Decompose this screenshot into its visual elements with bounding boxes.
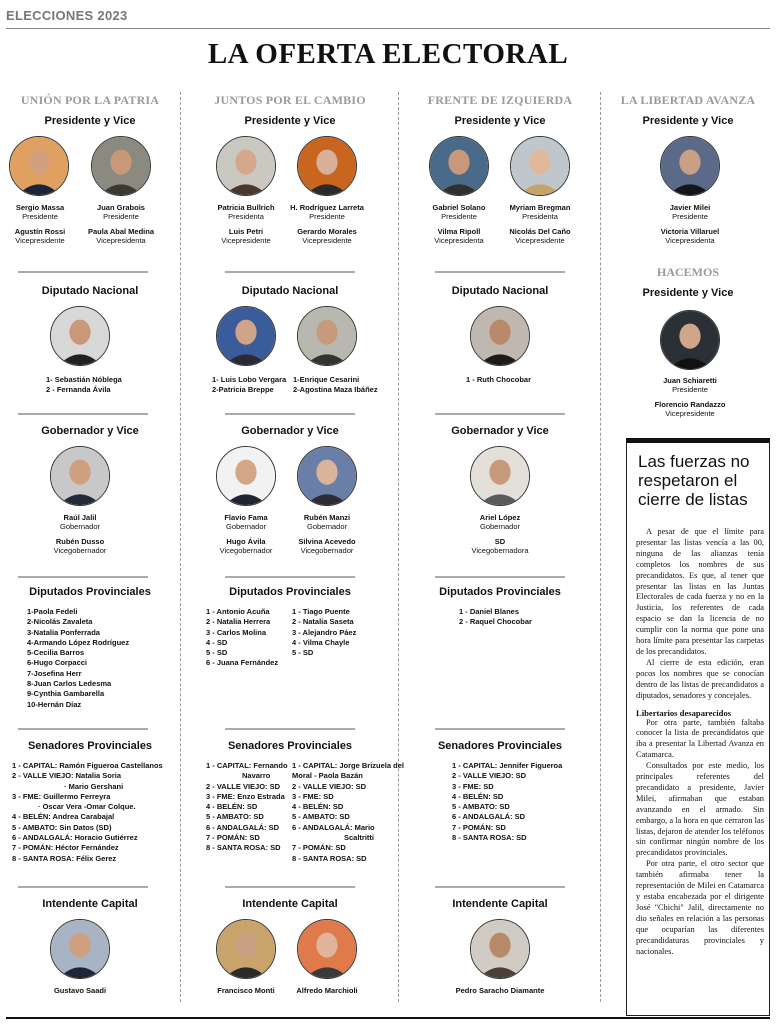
sidebar-paragraph: Consultados por este medio, los principales referentes del precandidato a presidente, Javier Milei, afirmaban que estaban avanzando en el armado. Sin embargo, a la hora en que cerraron las listas, dejaron de atender los teléfonos sin confirmar ningún nombre de los precandidatos provinciales. [636,761,764,858]
candidate-caption: Francisco Monti [217,986,275,995]
sidebar-paragraph: Por otra parte, también faltaba conocer la lista de precandidatos que iba a presentar la Libertad Avanza en Catamarca. [636,717,764,760]
section-kicker: ELECCIONES 2023 [6,8,128,23]
candidate-photo [91,136,151,196]
section-title-diputados-provinciales: Diputados Provinciales [29,586,151,598]
section-divider [435,886,565,888]
section-title-senadores: Senadores Provinciales [227,740,353,752]
page-title: LA OFERTA ELECTORAL [207,38,569,70]
candidate-photo [297,919,357,979]
candidate-caption: Agustín Rossi Vicepresidente [14,227,66,245]
section-title-presidente: Presidente y Vice [642,287,734,299]
section-title-diputados-provinciales: Diputados Provinciales [439,586,561,598]
candidate-caption: Sergio Massa Presidente [15,203,65,221]
candidate-caption: Pedro Saracho Diamante [455,986,545,995]
section-title-intendente: Intendente Capital [452,898,548,910]
section-divider [435,413,565,415]
candidate-caption: Raúl Jalil Gobernador [59,513,101,531]
candidate-photo [297,136,357,196]
candidate-list: 1 - Antonio Acuña 2 - Natalia Herrera 3 - Carlos Molina 4 - SD 5 - SD 6 - Juana Fernández [206,607,279,668]
candidate-list: 1 - CAPITAL: Ramón Figueroa Castellanos 2 - VALLE VIEJO: Natalia Soria · Mario Gershani 3 - FME: Guillermo Ferreyra · Oscar Vera -Omar Colque. 4 - BELÉN: Andrea Carabajal 5 - AMBATO: Sin Datos (SD) 6 - ANDALGALÁ: Horacio Gutiérrez 7 - POMÁN: Héctor Fernández 8 - SANTA ROSA: Félix Gerez [12,761,163,863]
section-divider [225,413,355,415]
candidate-caption: Gabriel Solano Presidente [432,203,486,221]
party-header-upp: UNIÓN POR LA PATRIA [20,93,160,107]
section-title-presidente: Presidente y Vice [642,115,734,127]
section-divider [225,886,355,888]
section-divider [435,576,565,578]
section-title-gobernador: Gobernador y Vice [451,425,549,437]
section-title-gobernador: Gobernador y Vice [41,425,139,437]
candidate-photo [470,306,530,366]
candidate-caption: Juan Schiaretti Presidente [663,376,717,394]
candidate-caption: Victoria Villaruel Vicepresidenta [660,227,720,245]
candidate-caption: Ariel López Gobernador [479,513,521,531]
candidate-photo [50,919,110,979]
candidate-photo [297,306,357,366]
candidate-caption: Vilma Ripoll Vicepresidenta [434,227,484,245]
candidate-photo [470,446,530,506]
candidate-caption: Alfredo Marchioli [296,986,358,995]
sidebar-subhead: Libertarios desaparecidos [636,707,732,718]
party-header-lla: LA LIBERTAD AVANZA [620,93,756,107]
candidate-photo [50,446,110,506]
candidate-list: 1-Enrique Cesarini 2-Agostina Maza Ibáñez [293,375,378,395]
section-title-presidente: Presidente y Vice [44,115,136,127]
candidate-caption: Hugo Ávila Vicegobernador [219,537,273,555]
section-title-presidente: Presidente y Vice [244,115,336,127]
section-title-intendente: Intendente Capital [242,898,338,910]
candidate-caption: SD Vicegobernadora [471,537,529,555]
sidebar-paragraph: Al cierre de esta edición, eran pocos los nombres que se conocían dentro de las listas de precandidatos a diputados, senadores y concejales. [636,657,764,700]
section-divider [18,271,148,273]
sidebar-paragraph: Por otra parte, el otro sector que también afirmaba tener la representación de Milei en Catamarca y estaba encabezada por el dirigente José "Chichi" Jalil, directamente no dio señales en relación a las personas que ocuparían las diferentes precandidaturas provinciales y nacionales. [636,859,764,956]
candidate-photo [660,310,720,370]
candidate-list: 1 - Ruth Chocobar [466,375,531,384]
section-title-diputados-provinciales: Diputados Provinciales [229,586,351,598]
section-title-senadores: Senadores Provinciales [27,740,153,752]
candidate-list: 1- Luis Lobo Vergara 2-Patricia Breppe [212,375,287,395]
candidate-list: 1 - CAPITAL: Jorge Brizuela del Moral - Paola Bazán 2 - VALLE VIEJO: SD 3 - FME: SD 4 - BELÉN: SD 5 - AMBATO: SD 6 - ANDALGALÁ: Mario Scaltritti 7 - POMÁN: SD 8 - SANTA ROSA: SD [292,761,404,863]
bottom-divider [6,1017,770,1019]
candidate-photo [216,446,276,506]
candidate-caption: Myriam Bregman Presidenta [509,203,571,221]
candidate-list: 1 - Tiago Puente 2 - Natalia Saseta 3 - Alejandro Páez 4 - Vilma Chayle 5 - SD [292,607,357,658]
candidate-photo [470,919,530,979]
section-divider [18,576,148,578]
section-divider [435,271,565,273]
candidate-caption: Florencio Randazzo Vicepresidente [654,400,726,418]
candidate-caption: Patricia Bullrich Presidenta [217,203,275,221]
column-separator [180,92,181,1002]
section-divider [225,576,355,578]
candidate-photo [510,136,570,196]
party-header-fit: FRENTE DE IZQUIERDA [427,93,573,107]
section-title-diputado-nacional: Diputado Nacional [451,285,549,297]
candidate-list: 1- Sebastián Nóblega 2 - Fernanda Ávila [46,375,122,395]
candidate-caption: Nicolás Del Caño Vicepresidente [509,227,571,245]
candidate-caption: Flavio Fama Gobernador [224,513,268,531]
sidebar-title: Las fuerzas no respetaron el cierre de listas [638,452,750,509]
section-divider [435,728,565,730]
candidate-caption: Silvina Acevedo Vicegobernador [298,537,356,555]
section-title-intendente: Intendente Capital [42,898,138,910]
candidate-caption: Javier Milei Presidente [669,203,711,221]
section-divider [18,886,148,888]
column-separator [600,92,601,1002]
section-title-presidente: Presidente y Vice [454,115,546,127]
candidate-photo [429,136,489,196]
candidate-caption: Juan Grabois Presidente [97,203,145,221]
section-title-diputado-nacional: Diputado Nacional [241,285,339,297]
section-divider [225,271,355,273]
candidate-photo [216,919,276,979]
column-separator [398,92,399,1002]
candidate-caption: Rubén Dusso Vicegobernador [53,537,107,555]
candidate-photo [297,446,357,506]
sidebar-paragraph: A pesar de que el límite para presentar las listas vencía a las 00, ninguna de las alianzas tenía completos los nombres de sus precandidatos. Es que, al tener que presentar las listas en las Juntas Electorales de cada fuerza y no en la Justicia, los referentes de cada espacio se dan la licencia de no cumplir con la norma que pone una hora límite para presentar las carpetas de los precandidatos. [636,527,764,656]
section-title-senadores: Senadores Provinciales [437,740,563,752]
party-header-jxc: JUNTOS POR EL CAMBIO [214,93,366,107]
section-divider [225,728,355,730]
sidebar-article [636,527,764,957]
candidate-photo [216,306,276,366]
kicker-divider [6,28,770,29]
candidate-caption: Gerardo Morales Vicepresidente [297,227,357,245]
candidate-caption: H. Rodríguez Larreta Presidente [290,203,364,221]
candidate-caption: Luis Petri Vicepresidente [221,227,271,245]
candidate-caption: Rubén Manzi Gobernador [303,513,351,531]
candidate-caption: Paula Abal Medina Vicepresidenta [88,227,154,245]
candidate-list: 1 - CAPITAL: Fernando Navarro 2 - VALLE VIEJO: SD 3 - FME: Enzo Estrada 4 - BELÉN: SD 5 - AMBATO: SD 6 - ANDALGALÁ: SD 7 - POMÁN: SD 8 - SANTA ROSA: SD [206,761,288,853]
party-header-hacemos: HACEMOS [656,265,719,279]
candidate-list: 1 - Daniel Blanes 2 - Raquel Chocobar [459,607,532,627]
section-title-diputado-nacional: Diputado Nacional [41,285,139,297]
section-title-gobernador: Gobernador y Vice [241,425,339,437]
candidate-list: 1-Paola Fedeli 2-Nicolás Zavaleta 3-Natalia Ponferrada 4-Armando López Rodríguez 5-Cecilia Barros 6-Hugo Corpacci 7-Josefina Herr 8-Juan Carlos Ledesma 9-Cynthia Gambarella 10-Hernán Díaz [27,607,130,709]
candidate-photo [9,136,69,196]
candidate-photo [216,136,276,196]
candidate-photo [660,136,720,196]
candidate-list: 1 - CAPITAL: Jennifer Figueroa 2 - VALLE VIEJO: SD 3 - FME: SD 4 - BELÉN: SD 5 - AMBATO: SD 6 - ANDALGALÁ: SD 7 - POMÁN: SD 8 - SANTA ROSA: SD [452,761,563,843]
section-divider [18,413,148,415]
candidate-caption: Gustavo Saadi [53,986,107,995]
candidate-photo [50,306,110,366]
section-divider [18,728,148,730]
